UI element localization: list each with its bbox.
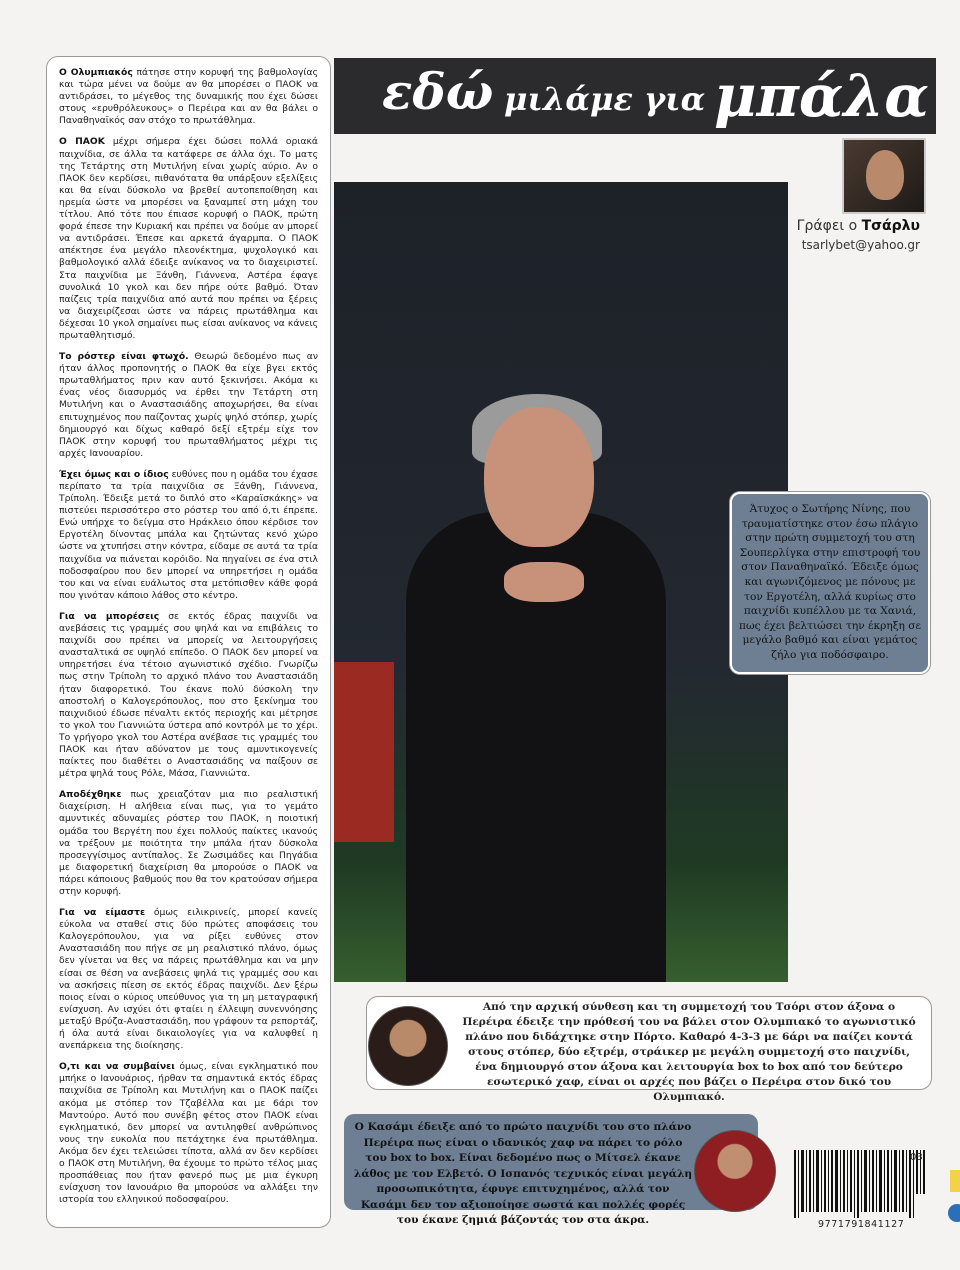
paragraph-4: Έχει όμως και ο ίδιος ευθύνες που η ομάδα του έχασε περίπατο τα τρία παιχνίδια σε Ξάνθη, Γιάννενα, Τρίπολη. Έδειξε μετά το διπλό στο «Καραϊσκάκης» να πιστεύει περισσότερο στο ρόστερ του από ό,τι έπρεπε. Ενώ υπήρχε το δείγμα στο Ηράκλειο όπου κέρδισε τον Εργοτέλη δίνοντας μπάλα και ζητώντας κενό χώρο ώστε να χτυπήσει στην κόντρα, είδαμε σε αυτά τα τρία παιχνίδια να πιάνεται κορόιδο. Να πηγαίνει σε ένα στιλ ποδοσφαίρου που δεν μπορεί να υπηρετήσει η ομάδα του και να είναι ευάλωτος στα μετόπισθεν κάθε φορά που γινόταν κάποιο λάθος στο κέντρο. <box>59 468 319 601</box>
page-edge-tab <box>950 1170 960 1192</box>
coach-photo <box>334 182 788 982</box>
column-masthead <box>334 58 936 134</box>
author-photo <box>842 138 926 214</box>
avatar-kasami <box>694 1130 776 1212</box>
caption-pereira: Από την αρχική σύνθεση και τη συμμετοχή του Τσόρι στον άξονα ο Περέιρα έδειξε την πρόθεσή του να βάλει στον Ολυμπιακό το αγωνιστικό πλάνο που διδάχτηκε στην Πόρτο. Καθαρό 4-3-3 με 6άρι να παίζει κοντά στους στόπερ, δύο εξτρέμ, στράικερ με μεγάλη συμμετοχή στο παιχνίδι, ένα δημιουργό στον άξονα και λειτουργία box to box από τον δεύτερο εσωτερικό χαφ, είναι οι αρχές που βάζει ο Περέιρα στον δικό του Ολυμπιακό. <box>366 996 932 1090</box>
paragraph-2: Ο ΠΑΟΚ μέχρι σήμερα έχει δώσει πολλά οριακά παιχνίδια, σε άλλα τα κατάφερε σε άλλα όχι. Το ματς της Τετάρτης στη Μυτιλήνη είναι χωρίς αύριο. Αν ο ΠΑΟΚ δεν κερδίσει, πιθανότατα θα υπάρξουν εξελίξεις και θα είναι δύσκολο να βρεθεί αυτοπεποίθηση και ηρεμία ώστε να μπορέσει να ξαναμπεί στη μάχη του τίτλου. Από τότε που έπιασε κορυφή ο ΠΑΟΚ, πρώτη φορά έπεσε την Κυριακή και πρέπει να δούμε αν μπορεί να αντιδράσει. Έπεσε και αρκετά άγαρμπα. Ο ΠΑΟΚ απέκτησε ένα μεγάλο πλεονέκτημα, ψυχολογικό και βαθμολογικό αλλά έδειξε ανίκανος να το διαχειριστεί. Στα παιχνίδια με Ξάνθη, Γιάννενα, Αστέρα έφαγε συνολικά 10 γκολ και δεν πήρε ούτε βαθμό. Όταν παίζεις τρία παιχνίδια από αυτά που πρέπει να ξέρεις να διαχειρίζεσαι ώστε να πάρεις πρωτάθλημα και δέχεσαι 10 γκολ σημαίνει πως είσαι ανίκανος να κάνεις πρωταθλητισμό. <box>59 136 318 341</box>
paragraph-6: Αποδέχθηκε πως χρειαζόταν μια πιο ρεαλιστική διαχείριση. Η αλήθεια είναι πως, για το γεμάτο αμυντικές αδυναμίες ρόστερ του ΠΑΟΚ, η ποιοτική ομάδα του Βεργέτη που έχει πολλούς παίκτες ικανούς να τρέξουν με ποιότητα την μπάλα ήταν δύσκολα προσεγγίσιμος αντίπαλος. Σε Ζωσιμάδες και Πηγάδια με διαφορετική διαχείριση θα μπορούσε ο ΠΑΟΚ να πάρει κάποιους βαθμούς που θα τον κρατούσαν σήμερα στην κορυφή. <box>59 789 318 897</box>
issue-number: 03 <box>910 1152 923 1163</box>
barcode <box>794 1150 928 1218</box>
author-byline: Γράφει ο Τσάρλυ <box>796 218 920 234</box>
paragraph-7: Για να είμαστε όμως ειλικρινείς, μπορεί κανείς εύκολα να σταθεί στις δύο πρώτες αποφάσεις του Καλογερόπουλου, για να ρίξει ευθύνες στον Αναστασιάδη που πήγε σε μη ρεαλιστικό πλάνο, όμως δεν γίνεται να θες να πάρεις πρωτάθλημα και να μην είσαι σε θέση να ανεβάσεις ψηλά τις γραμμές σου και να ασκήσεις πίεση σε εκτός έδρας παιχνίδι. Δεν ξέρω ποιος είναι ο κύριος υπεύθυνος για τη μη μεταγραφική ενίσχυση. Αν ισχύει ότι φταίει η έλλειψη συνεννόησης μεταξύ Βρύζα-Αναστασιάδη, που γράφουν τα ρεπορτάζ, ή όλα αυτά είναι δικαιολογίες για να καλυφθεί η ανεπάρκεια της διοίκησης. <box>59 907 318 1052</box>
page-edge-dot <box>948 1204 960 1222</box>
paragraph-5: Για να μπορέσεις σε εκτός έδρας παιχνίδι να ανεβάσεις τις γραμμές σου ψηλά και να επιβάλεις το παιχνίδι σου πρέπει να μπορείς να λειτουργήσεις ανασταλτικά σε υψηλό επίπεδο. Ο ΠΑΟΚ δεν μπορεί να υπηρετήσει ένα τέτοιο αγωνιστικό σχέδιο. Γνωρίζω πως στην Τρίπολη το αρχικό πλάνο του Αναστασιάδη ήταν διαφορετικό. Του έκανε πολύ δύσκολη την αποστολή ο Καλογερόπουλος, που στο ξεκίνημα του παιχνιδιού έδωσε πέναλτι εκτός περιοχής και μέτρησε το γκολ του Γιαννιώτα ύστερα από κοντρόλ με το χέρι. Το γρήγορο γκολ του Αστέρα ανέβασε τις γραμμές του ΠΑΟΚ και ήταν αδύνατον με τους αμυντικογενείς παίκτες που διαθέτει ο Αναστασιάδης να παίξουν σε μέτρα ψηλά τους Ρόλε, Μάσα, Γιαννιώτα. <box>59 610 318 780</box>
masthead-word-3: μπάλα <box>714 62 929 130</box>
caption-kasami: Ο Κασάμι έδειξε από το πρώτο παιχνίδι του στο πλάνο Περέιρα πως είναι ο ιδανικός χαφ να πάρει το ρόλο του box to box. Είναι δεδομένο πως ο Μίτσελ έκανε λάθος με τον Ελβετό. Ο Ισπανός τεχνικός είναι μεγάλη προσωπικότητα, έφυγε επιτυχημένος, αλλά τον Κασάμι δεν τον αξιοποίησε σωστά και πολλές φορές του έκανε ζημιά βάζοντάς τον στα άκρα. <box>344 1114 758 1210</box>
paragraph-8: Ο,τι και να συμβαίνει όμως, είναι εγκληματικό που μπήκε ο Ιανουάριος, ήρθαν τα σημαντικά εκτός έδρας παιχνίδια σε Τρίπολη και Μυτιλήνη και ο ΠΑΟΚ παίζει ακόμα με στόπερ τον Τζαβέλλα και με 6άρι τον Μαντούρο. Αυτό που συνέβη φέτος στον ΠΑΟΚ είναι εγκληματικό, δεν μπορεί να αντιληφθεί ανθρώπινος νους την ευκολία που πετάχτηκε ένα πρωτάθλημα. Ακόμα δεν έχει τελειώσει τίποτα, αλλά αν δεν κερδίσει ο ΠΑΟΚ στη Μυτιλήνη, θα έχουμε το πρώτο τέλος μιας προσπάθειας που ήταν φανερό πως με μια έγκυρη ενίσχυση τον Ιανουάριο θα μπορούσε να αλλάξει την ιστορία του ελληνικού ποδοσφαίρου. <box>59 1061 319 1206</box>
article-column <box>46 56 331 1228</box>
paragraph-3: Το ρόστερ είναι φτωχό. Θεωρώ δεδομένο πως αν ήταν άλλος προπονητής ο ΠΑΟΚ θα είχε βγει εκτός πρωταθλήματος πριν καν αυτό ξεκινήσει. Ακόμα κι ένας νέος διασυρμός να έρθει την Τετάρτη στη Μυτιλήνη και ο Αναστασιάδης αποχωρήσει, θα είναι επιτυχημένος που παίζοντας χωρίς ψηλό στόπερ, χωρίς δημιουργό και δίχως καθαρό δεξί εξτρέμ είχε τον ΠΑΟΚ στην κορυφή του πρωταθλήματος μέχρι τις αρχές Ιανουαρίου. <box>59 351 318 459</box>
masthead-word-2: μιλάμε για <box>504 80 706 118</box>
author-email: tsarlybet@yahoo.gr <box>801 238 920 252</box>
caption-ninis: Άτυχος ο Σωτήρης Νίνης, που τραυματίστηκε στον έσω πλάγιο στην πρώτη συμμετοχή του στη Σουπερλίγκα στην επιστροφή του στον Παναθηναϊκό. Έδειξε όμως και αγωνιζόμενος με πόνους με τον Εργοτέλη, αλλά κυρίως στο παιχνίδι κυπέλλου με τα Χανιά, πως έχει βελτιώσει την έκρηξη σε μεγάλο βαθμό και είναι γεμάτος ζήλο για ποδόσφαιρο. <box>730 492 930 674</box>
barcode-digits: 9771791841127 <box>818 1219 905 1230</box>
masthead-word-1: εδώ <box>382 62 494 121</box>
avatar-pereira <box>368 1006 448 1086</box>
paragraph-1: Ο Ολυμπιακός πάτησε στην κορυφή της βαθμολογίας και τώρα μένει να δούμε αν θα μπορέσει ο ΠΑΟΚ να αντιδράσει, το μέγεθος της δυναμικής που έχει δώσει στους «ερυθρόλευκους» ο Περέιρα και αν θα βάλει ο Παναθηναϊκός σαν στόχο το πρωτάθλημα. <box>59 67 318 127</box>
author-name: Τσάρλυ <box>861 218 920 234</box>
